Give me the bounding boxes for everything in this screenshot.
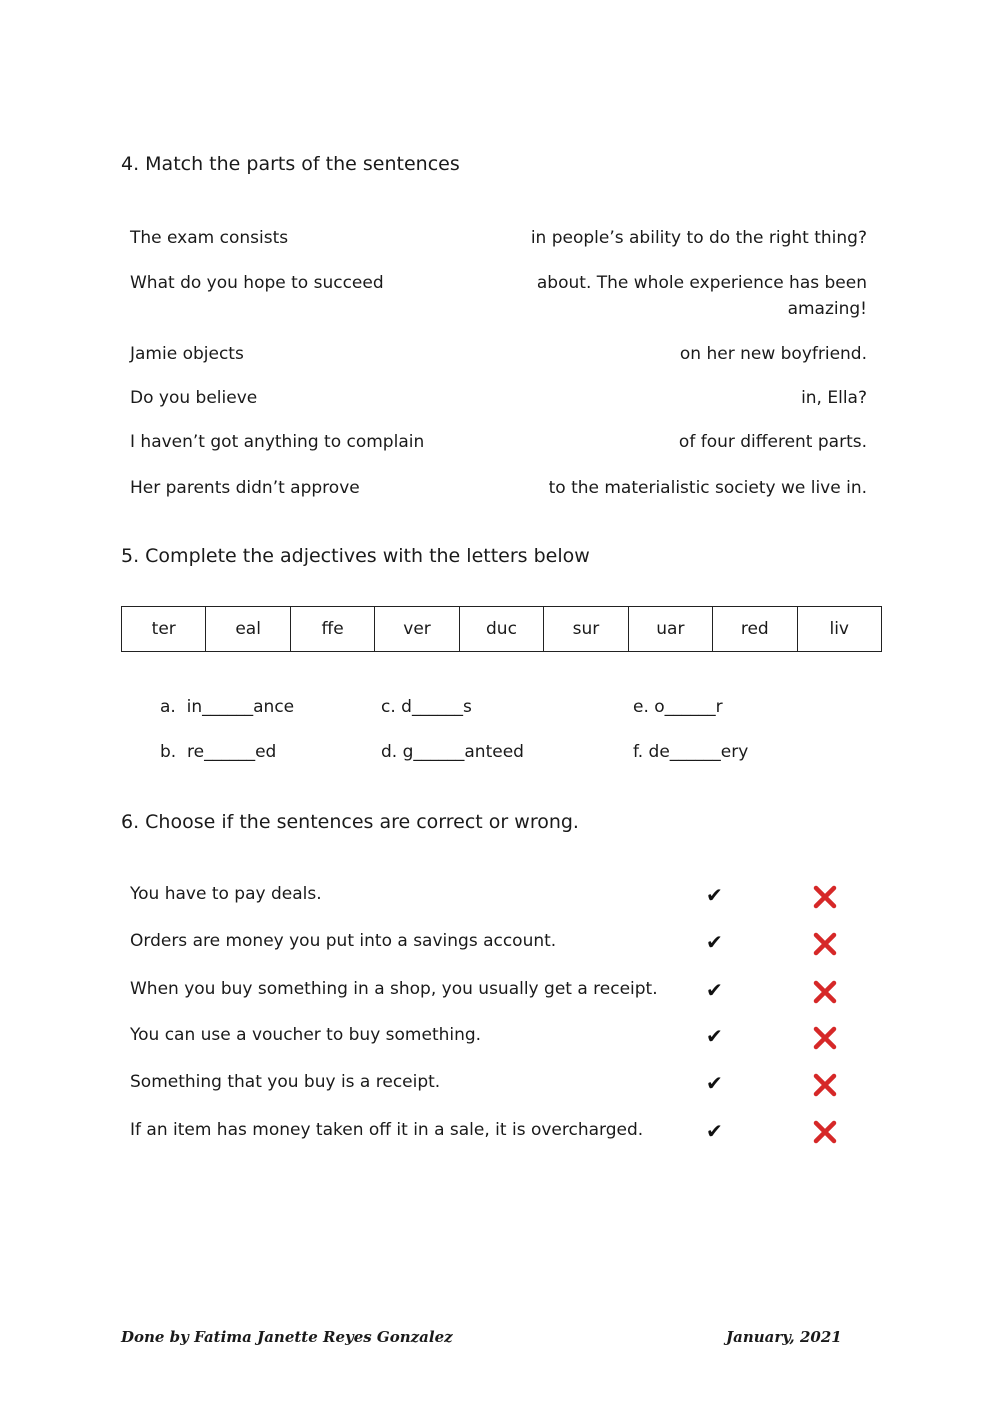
adjective-item-f: f. de______ery <box>633 742 749 762</box>
match-left-5: I haven’t got anything to complain <box>130 432 425 452</box>
letter-cell: red <box>713 607 797 652</box>
adjective-item-d: d. g______anteed <box>381 742 524 762</box>
letter-cell: liv <box>797 607 882 652</box>
cross-icon[interactable] <box>812 1119 838 1145</box>
match-left-4: Do you believe <box>130 388 258 408</box>
letter-cell: eal <box>206 607 290 652</box>
cross-icon[interactable] <box>812 1072 838 1098</box>
cross-icon[interactable] <box>812 1025 838 1051</box>
match-right-2: about. The whole experience has been amazing! <box>536 273 867 319</box>
letter-cell: ffe <box>290 607 374 652</box>
cross-icon[interactable] <box>812 931 838 957</box>
statement-1: You have to pay deals. <box>130 884 322 904</box>
footer-date: January, 2021 <box>726 1328 842 1346</box>
statement-2: Orders are money you put into a savings account. <box>130 931 557 951</box>
check-icon[interactable]: ✔ <box>706 930 723 954</box>
adjective-item-e: e. o______r <box>633 697 723 717</box>
statement-3: When you buy something in a shop, you usually get a receipt. <box>130 979 658 999</box>
match-left-3: Jamie objects <box>130 344 244 364</box>
match-right-3: on her new boyfriend. <box>679 344 867 364</box>
match-right-5: of four different parts. <box>678 432 867 452</box>
check-icon[interactable]: ✔ <box>706 978 723 1002</box>
match-left-1: The exam consists <box>130 228 289 248</box>
letter-cell: ter <box>122 607 206 652</box>
adjective-item-b: b. re______ed <box>160 742 277 762</box>
match-left-6: Her parents didn’t approve <box>130 478 360 498</box>
match-right-6: to the materialistic society we live in. <box>548 478 867 498</box>
section-5-title: 5. Complete the adjectives with the letters below <box>121 545 590 567</box>
match-right-1: in people’s ability to do the right thing? <box>530 228 867 248</box>
match-left-2: What do you hope to succeed <box>130 273 384 293</box>
cross-icon[interactable] <box>812 979 838 1005</box>
footer-author: Done by Fatima Janette Reyes Gonzalez <box>121 1328 453 1346</box>
check-icon[interactable]: ✔ <box>706 883 723 907</box>
check-icon[interactable]: ✔ <box>706 1024 723 1048</box>
letter-cell: ver <box>375 607 459 652</box>
check-icon[interactable]: ✔ <box>706 1119 723 1143</box>
letter-cell: sur <box>544 607 628 652</box>
adjective-item-c: c. d______s <box>381 697 472 717</box>
letter-cell: uar <box>628 607 712 652</box>
section-4-title: 4. Match the parts of the sentences <box>121 153 460 175</box>
cross-icon[interactable] <box>812 884 838 910</box>
statement-4: You can use a voucher to buy something. <box>130 1025 482 1045</box>
check-icon[interactable]: ✔ <box>706 1071 723 1095</box>
statement-6: If an item has money taken off it in a sale, it is overcharged. <box>130 1120 644 1140</box>
statement-5: Something that you buy is a receipt. <box>130 1072 441 1092</box>
letters-table <box>121 606 882 652</box>
adjective-item-a: a. in______ance <box>160 697 295 717</box>
match-right-4: in, Ella? <box>801 388 867 408</box>
section-6-title: 6. Choose if the sentences are correct or wrong. <box>121 811 579 833</box>
letter-cell: duc <box>459 607 543 652</box>
